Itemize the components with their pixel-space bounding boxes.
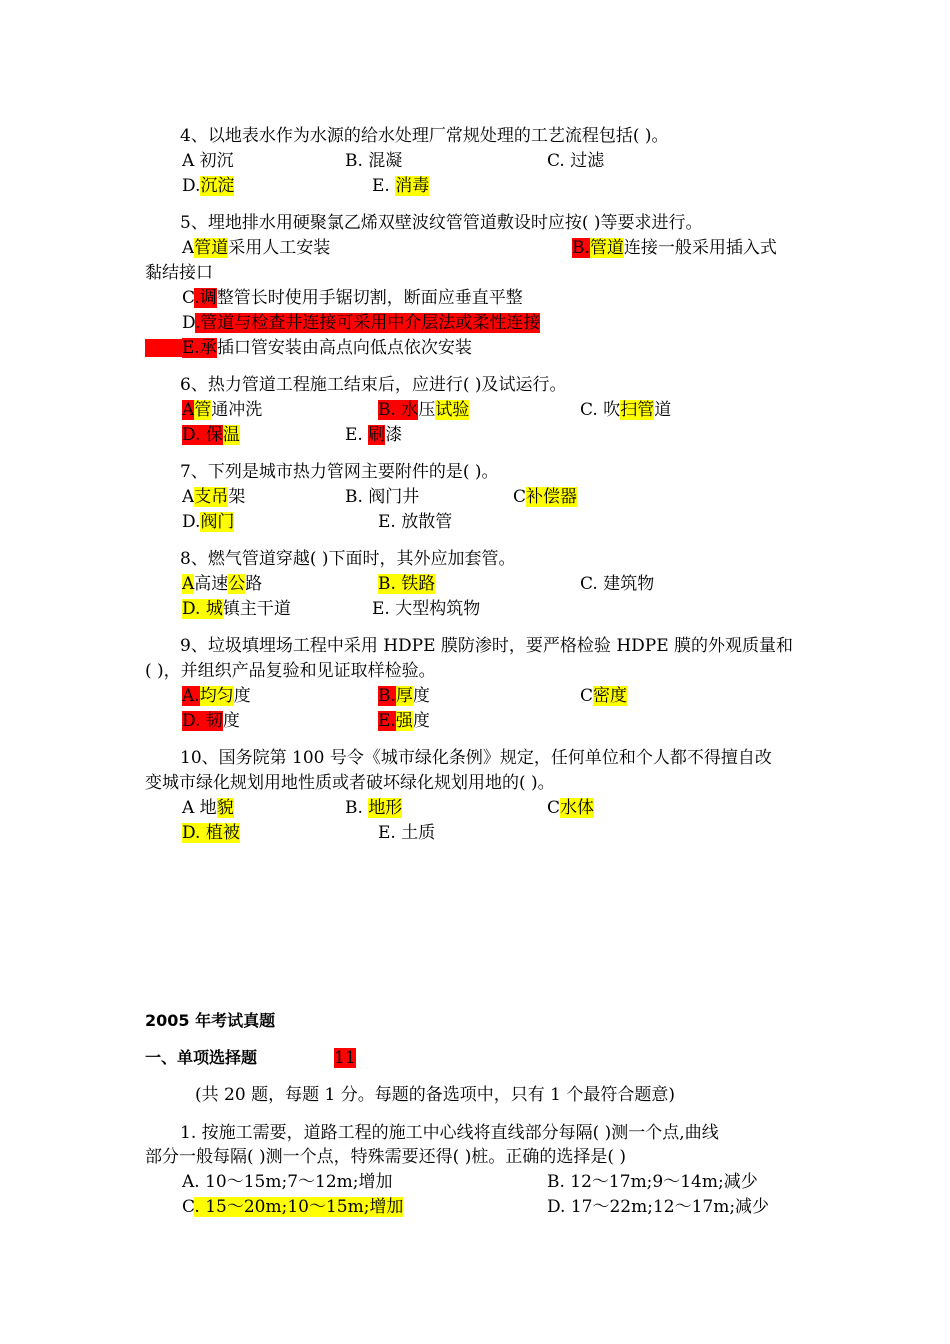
q8-stem: 8、燃气管道穿越( )下面时，其外应加套管。 — [180, 549, 516, 569]
q7-option-b: B. 阀门井 — [345, 487, 420, 507]
q10-option-c: C水体 — [547, 798, 595, 818]
q6-stem: 6、热力管道工程施工结束后，应进行( )及试运行。 — [180, 375, 567, 395]
part-badge: 11 — [334, 1048, 356, 1068]
q8-option-a: A高速公路 — [182, 574, 263, 594]
q8-option-b: B. 铁路 — [378, 574, 436, 594]
q5-stem: 5、埋地排水用硬聚氯乙烯双壁波纹管管道敷设时应按( )等要求进行。 — [180, 213, 703, 233]
q9-stem-line2: ( )，并组织产品复验和见证取样检验。 — [145, 661, 436, 681]
s1-option-d: D. 17～22m;12～17m;减少 — [547, 1197, 770, 1217]
q5-option-c: C.调整管长时使用手锯切割，断面应垂直平整 — [182, 288, 523, 308]
q6-option-a: A管通冲洗 — [182, 400, 263, 420]
q4-option-e: E. 消毒 — [372, 176, 430, 196]
s1-stem-line2: 部分一般每隔( )测一个点，特殊需要还得( )桩。正确的选择是( ) — [145, 1147, 627, 1167]
q10-option-a: A 地貌 — [182, 798, 234, 818]
q4-option-d: D.沉淀 — [182, 176, 235, 196]
q8-option-d: D. 城镇主干道 — [182, 599, 291, 619]
q10-option-b: B. 地形 — [345, 798, 403, 818]
q7-stem: 7、下列是城市热力管网主要附件的是( )。 — [180, 462, 499, 482]
part-title: 一、单项选择题 — [145, 1048, 258, 1067]
q7-option-d: D.阀门 — [182, 512, 235, 532]
q4-option-a: A 初沉 — [182, 151, 234, 171]
q9-option-d: D. 韧度 — [182, 711, 240, 731]
q7-option-c: C补偿器 — [513, 487, 578, 507]
q4-stem: 4、以地表水作为水源的给水处理厂常规处理的工艺流程包括( )。 — [180, 126, 669, 146]
q5-option-a: A管道采用人工安装 — [182, 238, 331, 258]
q8-option-c: C. 建筑物 — [580, 574, 655, 594]
q10-stem-line1: 10、国务院第 100 号令《城市绿化条例》规定，任何单位和个人都不得擅自改 — [180, 748, 772, 768]
q5-option-b-wrap: 黏结接口 — [145, 263, 213, 283]
q10-option-d: D. 植被 — [182, 823, 240, 843]
q10-stem-line2: 变城市绿化规划用地性质或者破坏绿化规划用地的( )。 — [145, 773, 555, 793]
q5-option-e: E.承插口管安装由高点向低点依次安装 — [182, 338, 472, 358]
q9-option-c: C密度 — [580, 686, 628, 706]
q5-option-b: B.管道连接一般采用插入式 — [572, 238, 777, 258]
exam-title: 2005 年考试真题 — [145, 1011, 276, 1030]
s1-option-b: B. 12～17m;9～14m;减少 — [547, 1172, 758, 1192]
q6-option-e: E. 刷漆 — [345, 425, 403, 445]
s1-option-a: A. 10～15m;7～12m;增加 — [182, 1172, 393, 1192]
q9-option-b: B.厚度 — [378, 686, 430, 706]
q6-option-c: C. 吹扫管道 — [580, 400, 672, 420]
q8-option-e: E. 大型构筑物 — [372, 599, 481, 619]
q9-stem-line1: 9、垃圾填埋场工程中采用 HDPE 膜防渗时，要严格检验 HDPE 膜的外观质量和 — [180, 636, 794, 656]
q9-option-e: E.强度 — [378, 711, 430, 731]
s1-option-c: C. 15～20m;10～15m;增加 — [182, 1197, 404, 1217]
q9-option-a: A.均匀度 — [182, 686, 251, 706]
q7-option-a: A支吊架 — [182, 487, 246, 507]
q6-option-d: D. 保温 — [182, 425, 240, 445]
q4-option-c: C. 过滤 — [547, 151, 605, 171]
highlight-bar — [145, 339, 182, 357]
part-instruction: (共 20 题，每题 1 分。每题的备选项中，只有 1 个最符合题意) — [195, 1085, 675, 1105]
s1-stem-line1: 1. 按施工需要，道路工程的施工中心线将直线部分每隔( )测一个点,曲线 — [180, 1123, 719, 1143]
q6-option-b: B. 水压试验 — [378, 400, 470, 420]
q4-option-b: B. 混凝 — [345, 151, 403, 171]
q7-option-e: E. 放散管 — [378, 512, 453, 532]
q5-option-d: D.管道与检查井连接可采用中介层法或柔性连接 — [182, 313, 541, 333]
q10-option-e: E. 土质 — [378, 823, 436, 843]
